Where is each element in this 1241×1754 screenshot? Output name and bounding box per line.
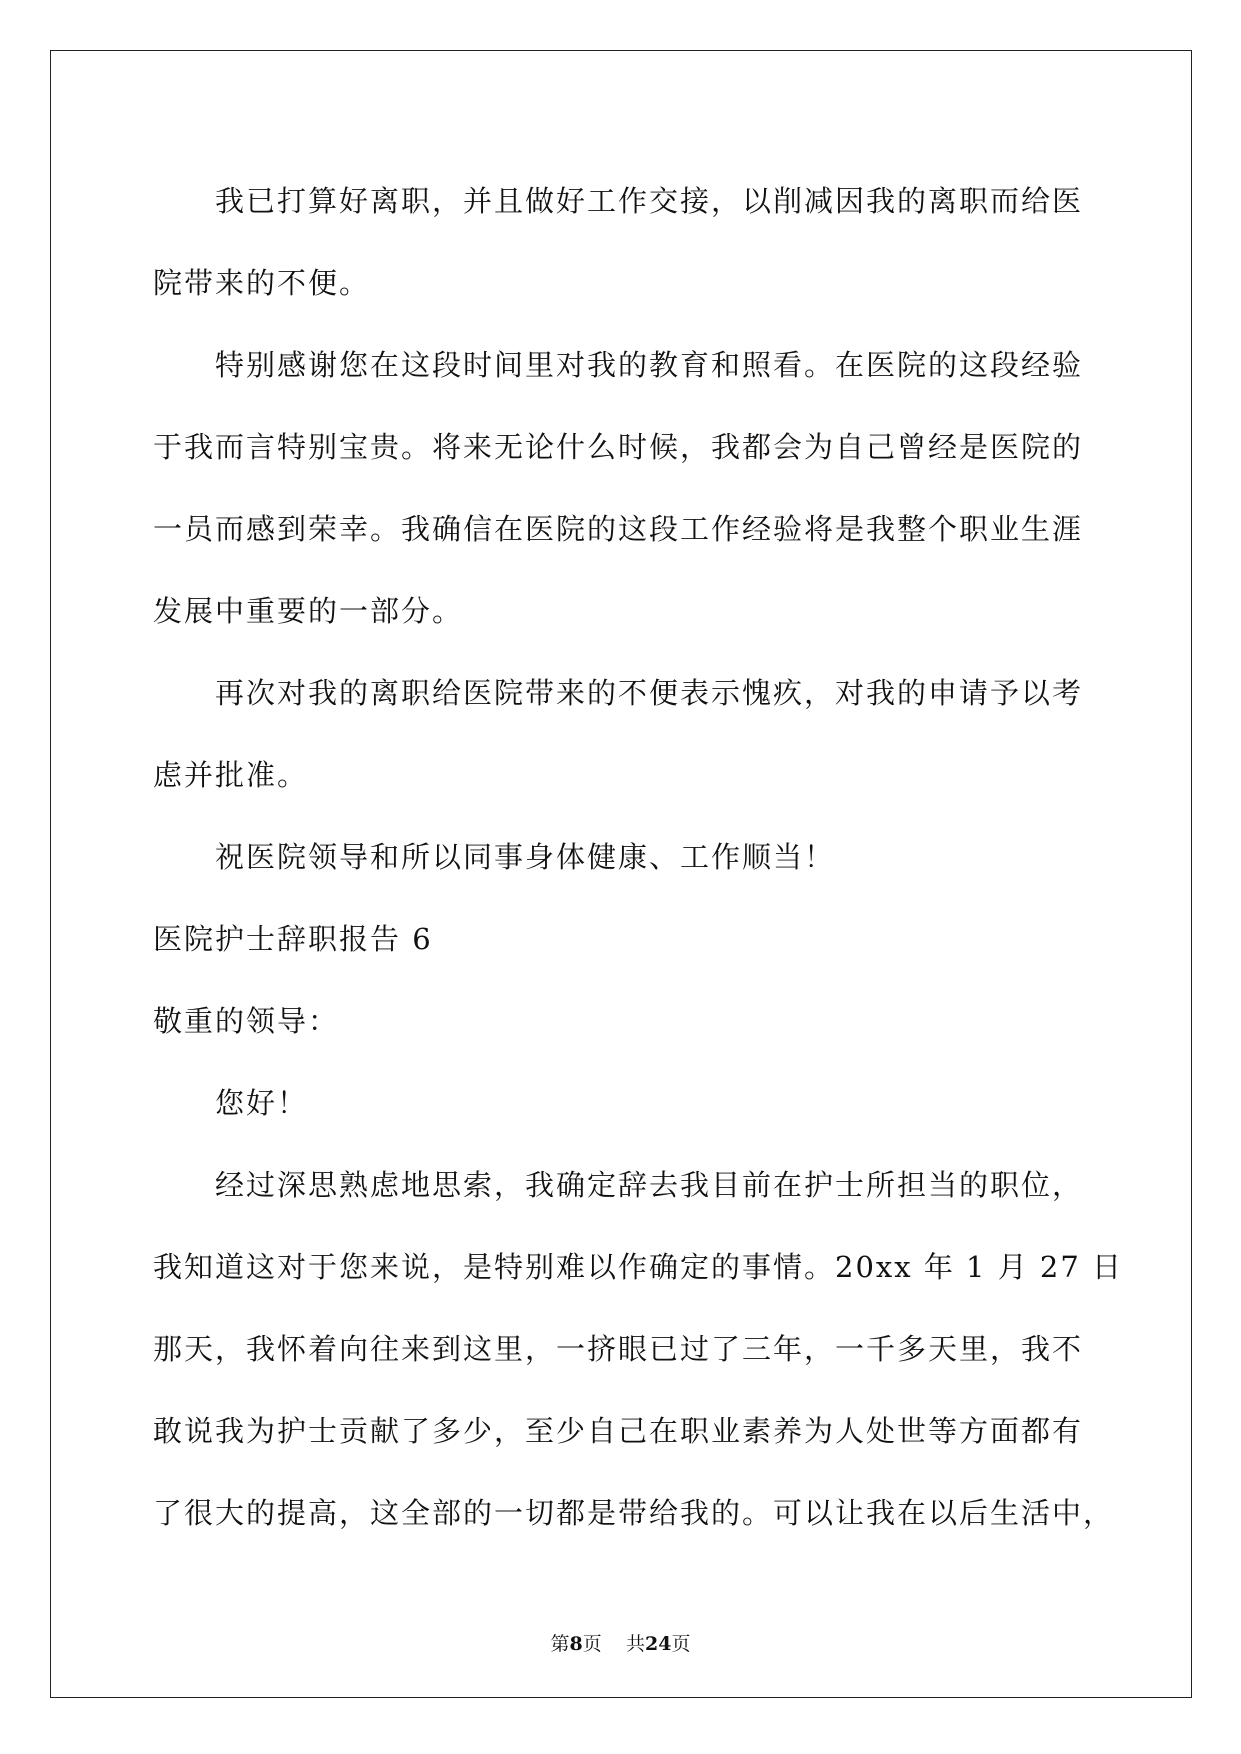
greeting: 您好！ (215, 1086, 309, 1120)
salutation: 敬重的领导： (153, 1004, 340, 1038)
text-line-8: 虑并批准。 (153, 758, 309, 792)
text-line-2: 院带来的不便。 (153, 266, 371, 300)
text-line-13: 经过深思熟虑地思索，我确定辞去我目前在护士所担当的职位， (215, 1168, 1084, 1202)
text-line-1: 我已打算好离职，并且做好工作交接，以削减因我的离职而给医 (215, 184, 1084, 218)
page-footer (0, 1629, 1241, 1656)
section-heading: 医院护士辞职报告 6 (153, 922, 433, 956)
text-line-6: 发展中重要的一部分。 (153, 594, 464, 628)
footer-total-prefix: 共 (625, 1633, 645, 1655)
footer-prefix: 第 (550, 1633, 570, 1655)
footer-page-suffix: 页 (582, 1633, 602, 1655)
text-line-5: 一员而感到荣幸。我确信在医院的这段工作经验将是我整个职业生涯 (153, 512, 1084, 546)
document-body (153, 160, 1124, 1554)
footer-total-suffix: 页 (671, 1633, 691, 1655)
text-line-16: 敢说我为护士贡献了多少，至少自己在职业素养为人处世等方面都有 (153, 1414, 1084, 1448)
text-line-17: 了很大的提高，这全部的一切都是带给我的。可以让我在以后生活中， (153, 1496, 1115, 1530)
footer-total-pages: 24 (644, 1633, 672, 1655)
text-line-14: 我知道这对于您来说，是特别难以作确定的事情。20xx 年 1 月 27 日 (153, 1250, 1124, 1284)
text-line-3: 特别感谢您在这段时间里对我的教育和照看。在医院的这段经验 (215, 348, 1084, 382)
text-line-9: 祝医院领导和所以同事身体健康、工作顺当！ (215, 840, 836, 874)
text-line-15: 那天，我怀着向往来到这里，一挤眼已过了三年，一千多天里，我不 (153, 1332, 1084, 1366)
text-line-4: 于我而言特别宝贵。将来无论什么时候，我都会为自己曾经是医院的 (153, 430, 1084, 464)
text-line-7: 再次对我的离职给医院带来的不便表示愧疚，对我的申请予以考 (215, 676, 1084, 710)
footer-page-number: 8 (569, 1633, 583, 1655)
